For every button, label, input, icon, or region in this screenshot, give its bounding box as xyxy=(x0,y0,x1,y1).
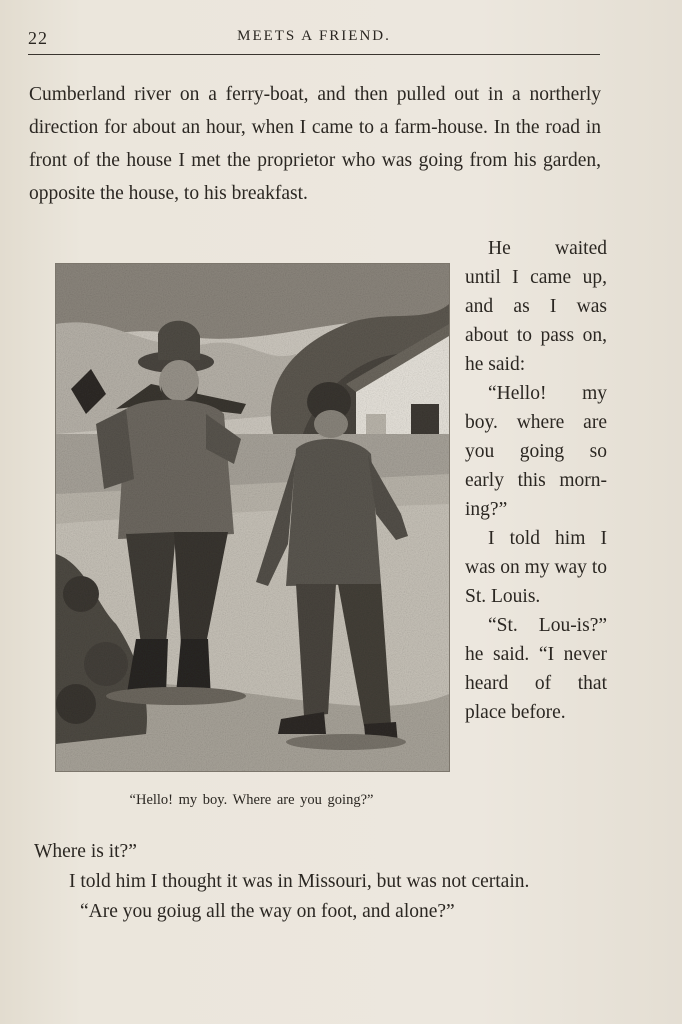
side-paragraph: He waited until I came up, and as I was about to pass on, he said: xyxy=(465,238,607,375)
bottom-paragraph: I told him I thought it was in Missouri, but was not certain. xyxy=(69,871,530,892)
bottom-text xyxy=(34,837,607,927)
illustration-caption: “Hello! my boy. Where are you going?” xyxy=(129,792,374,808)
page-number: 22 xyxy=(28,28,48,48)
running-header xyxy=(28,26,600,55)
bottom-paragraph: “Are you goiug all the way on foot, and alone?” xyxy=(80,901,455,922)
intro-paragraph: Cumberland river on a ferry-boat, and then pulled out in a northerly direction for about an hour, when I came to a farm-house. In the road in front of the house I met the proprietor who was going from his garden, opposite the house, to his breakfast. xyxy=(29,84,601,204)
side-paragraph: I told him I was on my way to St. Louis. xyxy=(465,528,607,607)
side-paragraph: “Hello! my boy. where are you going so early this morn-ing?” xyxy=(465,383,607,520)
side-paragraph: “St. Lou-is?” he said. “I never heard of that place before. xyxy=(465,615,607,723)
bottom-paragraph: Where is it?” xyxy=(34,841,137,862)
illustration xyxy=(55,263,450,772)
side-column-text xyxy=(465,234,607,727)
running-title: MEETS A FRIEND. xyxy=(237,28,391,44)
